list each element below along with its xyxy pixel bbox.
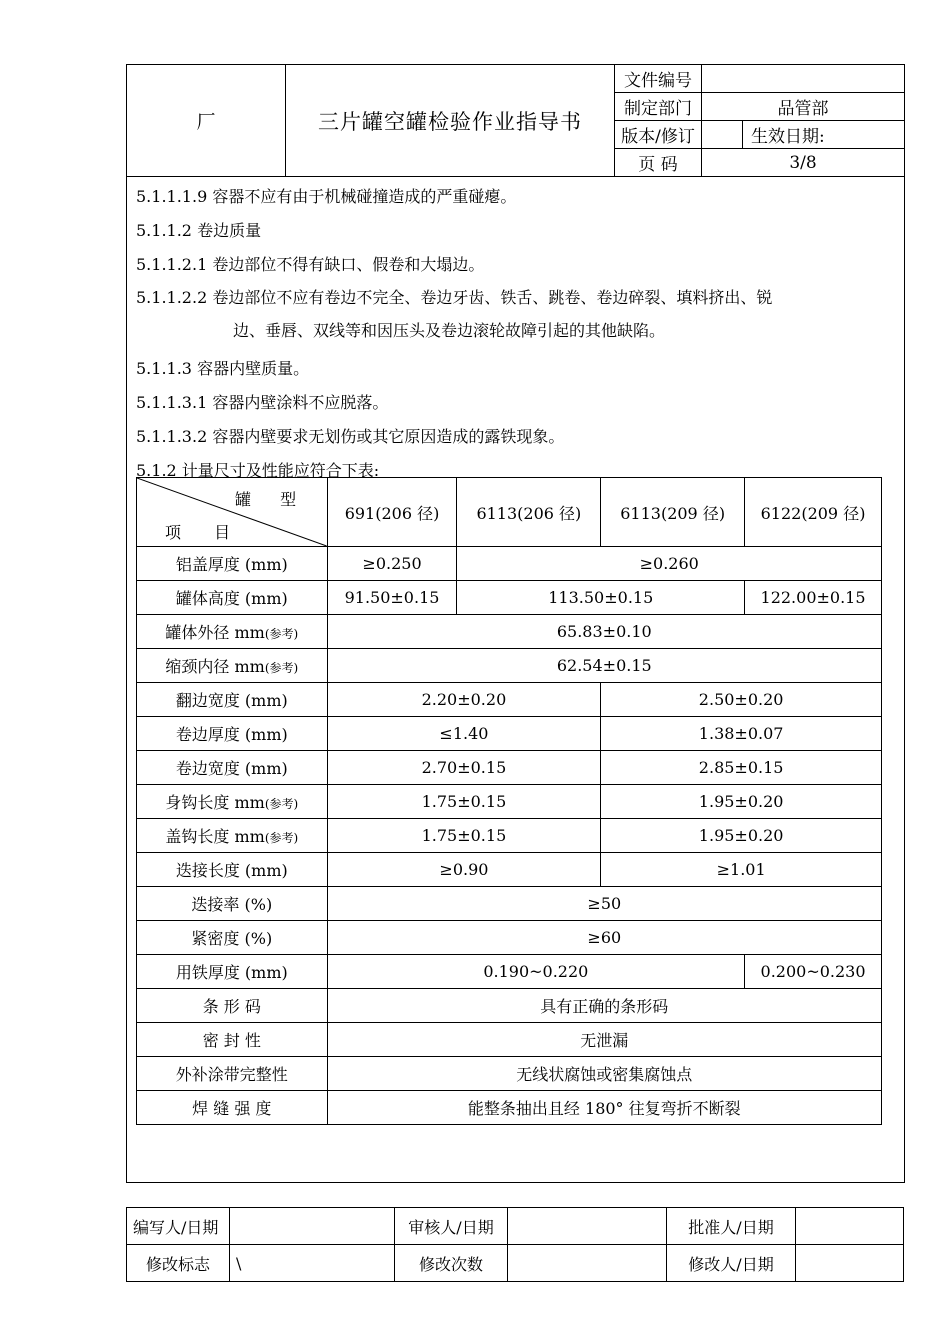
cell-value: ≥1.01: [601, 853, 882, 887]
row-label: 翻边宽度: [175, 691, 240, 710]
cell-value: 2.85±0.15: [601, 751, 882, 785]
cell-value: 1.95±0.20: [601, 785, 882, 819]
row-label: 用铁厚度: [175, 963, 240, 982]
text-line: 5.1.1.2.2 卷边部位不应有卷边不完全、卷边牙齿、铁舌、跳卷、卷边碎裂、填料挤出、锐: [136, 288, 773, 307]
modifier-label: 修改人/日期: [667, 1245, 796, 1282]
row-unit: (mm): [239, 759, 288, 778]
cell-value: 113.50±0.15: [457, 581, 745, 615]
row-unit: (mm): [239, 555, 288, 574]
cell-value: 1.75±0.15: [327, 785, 601, 819]
row-label: 缩颈内径 mm: [165, 657, 265, 676]
row-unit: (参考): [264, 661, 299, 675]
text-line: 5.1.1.3 容器内壁质量。: [136, 359, 310, 378]
table-row: [137, 581, 882, 615]
row-label: 条 形 码: [137, 989, 328, 1023]
table-row: [137, 989, 882, 1023]
text-line: 5.1.2 计量尺寸及性能应符合下表:: [136, 461, 380, 480]
cell-value: ≥0.250: [327, 547, 457, 581]
table-corner: [137, 478, 328, 547]
table-row: [137, 921, 882, 955]
row-unit: (参考): [264, 831, 299, 845]
row-label: 迭接率: [191, 895, 240, 914]
table-row: [137, 785, 882, 819]
row-label: 焊 缝 强 度: [137, 1091, 328, 1125]
count-value: [508, 1245, 667, 1282]
table-row: [137, 853, 882, 887]
writer-value: [230, 1208, 395, 1245]
cell-value: 0.200~0.230: [745, 955, 882, 989]
table-row: [137, 649, 882, 683]
doc-no-value: [702, 65, 905, 93]
row-label: 紧密度: [191, 929, 240, 948]
mark-label: 修改标志: [127, 1245, 230, 1282]
table-row: [137, 819, 882, 853]
cell-value: 62.54±0.15: [327, 649, 881, 683]
page-label: 页 码: [615, 149, 702, 177]
cell-value: 65.83±0.10: [327, 615, 881, 649]
cell-value: ≥50: [327, 887, 881, 921]
row-label: 盖钩长度 mm: [165, 827, 265, 846]
cell-value: 无线状腐蚀或密集腐蚀点: [327, 1057, 881, 1091]
table-row: [137, 615, 882, 649]
page-value: 3/8: [702, 149, 905, 177]
type-header: 6113(209 径): [601, 478, 745, 547]
type-header: 6113(206 径): [457, 478, 601, 547]
reviewer-label: 审核人/日期: [395, 1208, 508, 1245]
table-row: [137, 547, 882, 581]
approver-label: 批准人/日期: [667, 1208, 796, 1245]
row-unit: (mm): [239, 963, 288, 982]
version-label: 版本/修订: [615, 121, 702, 149]
type-header: 691(206 径): [327, 478, 457, 547]
row-label: 迭接长度: [175, 861, 240, 880]
cell-value: 能整条抽出且经 180° 往复弯折不断裂: [327, 1091, 881, 1125]
cell-value: ≤1.40: [327, 717, 601, 751]
cell-value: 1.95±0.20: [601, 819, 882, 853]
document-header: [126, 64, 905, 177]
row-unit: (%): [239, 895, 273, 914]
text-line: 5.1.1.2.1 卷边部位不得有缺口、假卷和大塌边。: [136, 255, 485, 274]
cell-value: 2.70±0.15: [327, 751, 601, 785]
row-unit: (%): [239, 929, 273, 948]
table-row: [137, 717, 882, 751]
dept-value: 品管部: [702, 93, 905, 121]
type-header: 6122(209 径): [745, 478, 882, 547]
corner-item-label: 项 目: [165, 523, 245, 542]
cell-value: 1.38±0.07: [601, 717, 882, 751]
row-unit: (mm): [239, 691, 288, 710]
cell-value: 具有正确的条形码: [327, 989, 881, 1023]
cell-value: 1.75±0.15: [327, 819, 601, 853]
document-title: 三片罐空罐检验作业指导书: [286, 65, 615, 177]
table-row: [137, 1057, 882, 1091]
row-label: 身钩长度 mm: [165, 793, 265, 812]
signature-footer: [126, 1207, 904, 1282]
row-unit: (mm): [239, 725, 288, 744]
row-unit: (参考): [264, 627, 299, 641]
version-value: [702, 121, 743, 149]
table-row: [137, 955, 882, 989]
writer-label: 编写人/日期: [127, 1208, 230, 1245]
text-line: 5.1.1.3.2 容器内壁要求无划伤或其它原因造成的露铁现象。: [136, 427, 565, 446]
row-label: 外补涂带完整性: [137, 1057, 328, 1091]
text-line: 5.1.1.1.9 容器不应有由于机械碰撞造成的严重碰瘪。: [136, 187, 517, 206]
doc-no-label: 文件编号: [615, 65, 702, 93]
dept-label: 制定部门: [615, 93, 702, 121]
table-row: [137, 1091, 882, 1125]
cell-value: ≥0.90: [327, 853, 601, 887]
row-unit: (mm): [239, 589, 288, 608]
cell-value: 2.50±0.20: [601, 683, 882, 717]
cell-value: 2.20±0.20: [327, 683, 601, 717]
row-label: 罐体高度: [175, 589, 240, 608]
cell-value: ≥0.260: [457, 547, 882, 581]
text-line: 边、垂唇、双线等和因压头及卷边滚轮故障引起的其他缺陷。: [233, 321, 666, 340]
table-row: [137, 683, 882, 717]
table-row: [137, 751, 882, 785]
row-label: 铝盖厚度: [175, 555, 240, 574]
row-label: 卷边厚度: [175, 725, 240, 744]
text-line: 5.1.1.2 卷边质量: [136, 221, 262, 240]
body-text: [136, 180, 896, 488]
corner-type-label: 罐 型: [235, 490, 309, 509]
row-label: 卷边宽度: [175, 759, 240, 778]
mark-value: \: [230, 1245, 395, 1282]
modifier-value: [796, 1245, 904, 1282]
effective-date-label: 生效日期:: [743, 121, 905, 149]
spec-table: [136, 477, 882, 1125]
row-label: 罐体外径 mm: [165, 623, 265, 642]
factory-name: 厂: [127, 65, 286, 177]
table-row: [137, 887, 882, 921]
cell-value: 无泄漏: [327, 1023, 881, 1057]
text-line: 5.1.1.3.1 容器内壁涂料不应脱落。: [136, 393, 389, 412]
row-unit: (参考): [264, 797, 299, 811]
cell-value: 0.190~0.220: [327, 955, 744, 989]
count-label: 修改次数: [395, 1245, 508, 1282]
cell-value: ≥60: [327, 921, 881, 955]
cell-value: 122.00±0.15: [745, 581, 882, 615]
approver-value: [796, 1208, 904, 1245]
row-label: 密 封 性: [137, 1023, 328, 1057]
row-unit: (mm): [239, 861, 288, 880]
cell-value: 91.50±0.15: [327, 581, 457, 615]
table-row: [137, 1023, 882, 1057]
reviewer-value: [508, 1208, 667, 1245]
